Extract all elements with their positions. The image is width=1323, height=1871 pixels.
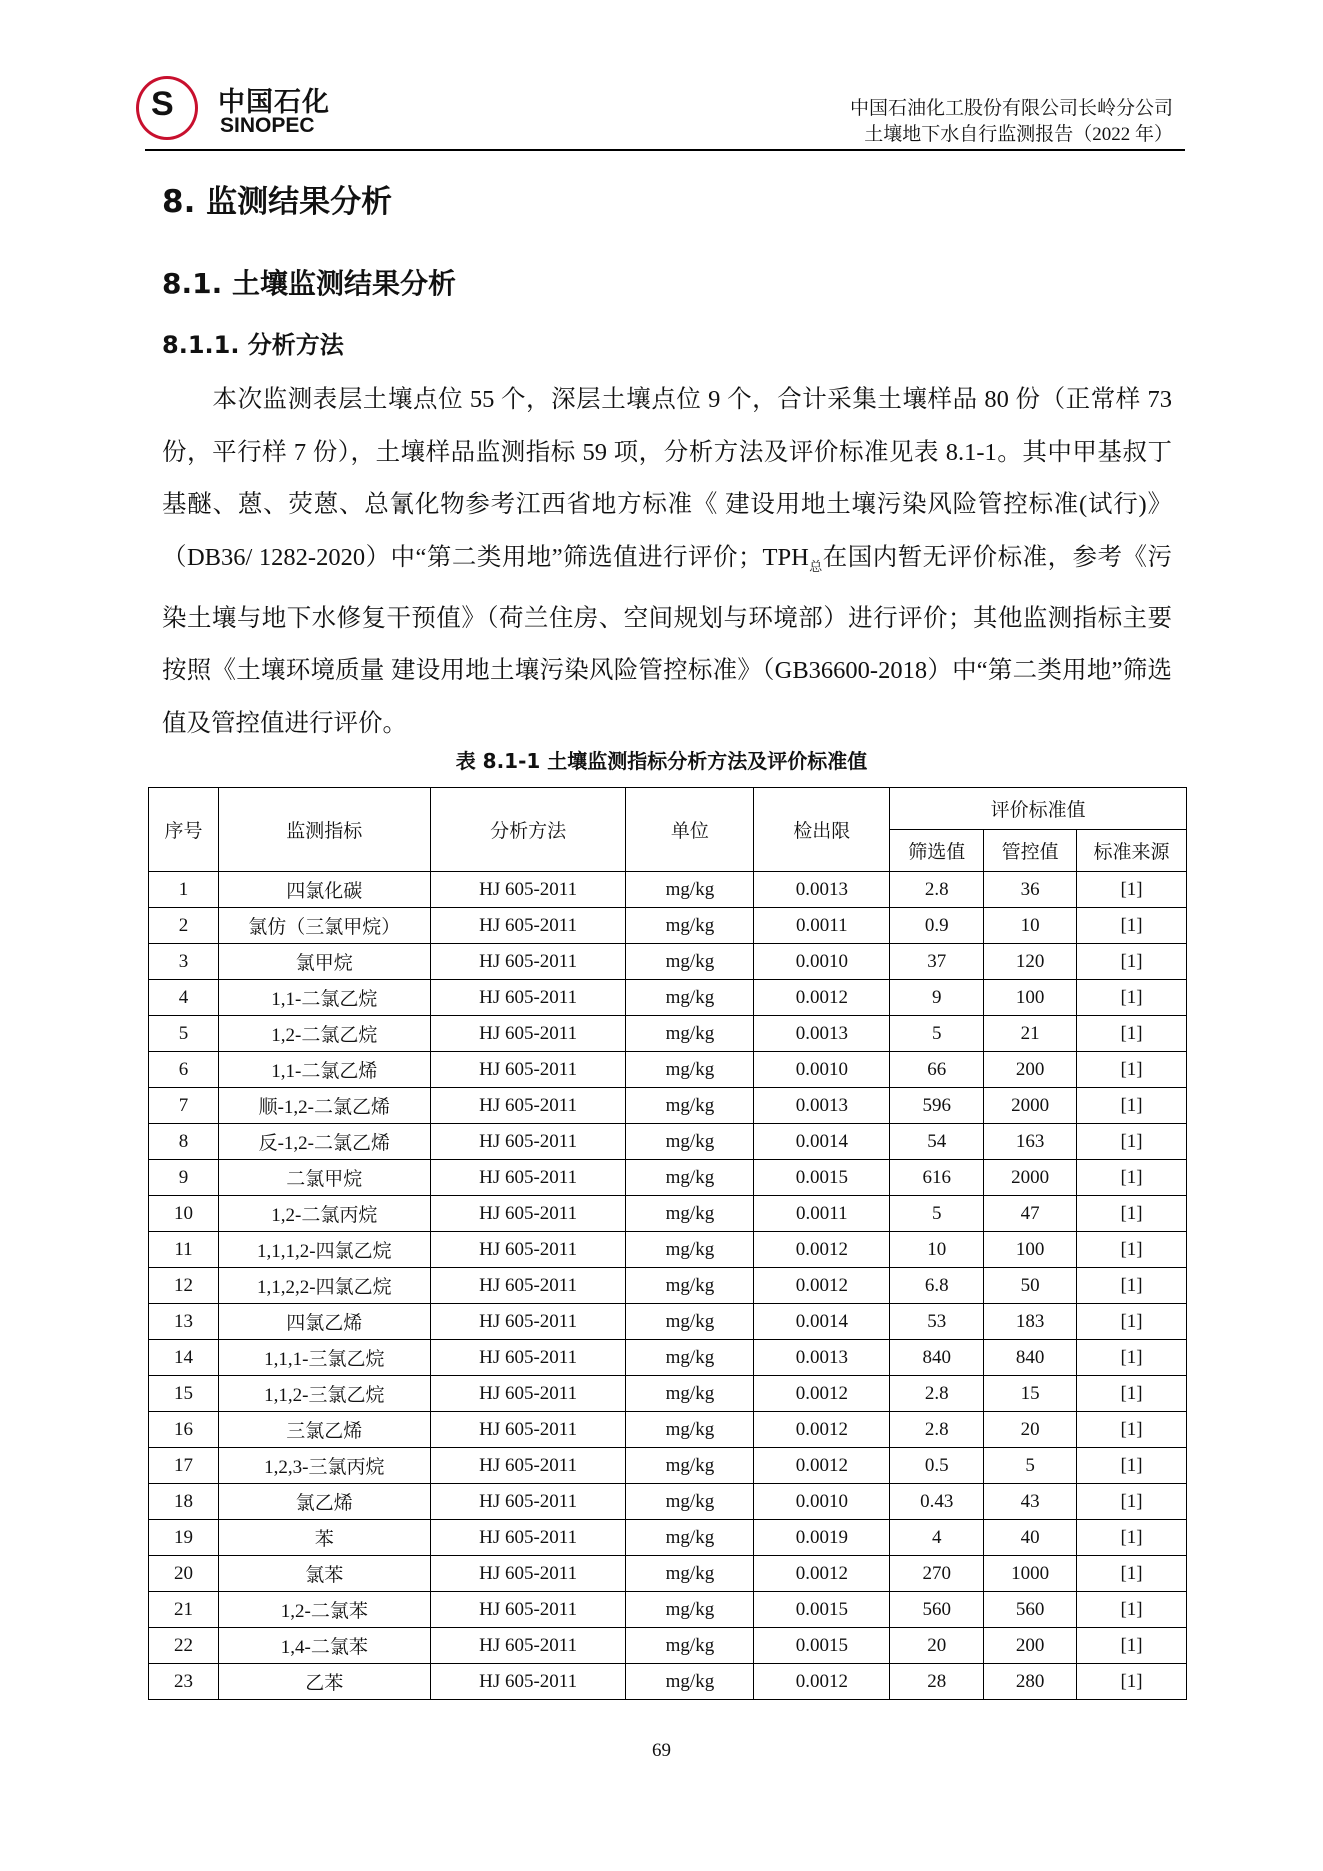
cell-source: [1] [1077,1448,1187,1484]
cell-unit: mg/kg [626,1628,754,1664]
table-row [149,1628,1187,1664]
cell-no: 6 [149,1052,219,1088]
cell-no: 16 [149,1412,219,1448]
cell-source: [1] [1077,1052,1187,1088]
cell-unit: mg/kg [626,1232,754,1268]
cell-screen: 596 [890,1088,984,1124]
cell-method: HJ 605-2011 [430,1520,626,1556]
cell-unit: mg/kg [626,1556,754,1592]
cell-unit: mg/kg [626,1520,754,1556]
cell-unit: mg/kg [626,1196,754,1232]
cell-screen: 616 [890,1160,984,1196]
cell-indicator: 四氯化碳 [218,872,430,908]
cell-control: 280 [984,1664,1077,1700]
cell-indicator: 1,1,1,2-四氯乙烷 [218,1232,430,1268]
cell-control: 560 [984,1592,1077,1628]
header-standard-group: 评价标准值 [890,788,1187,830]
table-row [149,980,1187,1016]
cell-indicator: 氯乙烯 [218,1484,430,1520]
cell-indicator: 氯甲烷 [218,944,430,980]
cell-screen: 53 [890,1304,984,1340]
cell-limit: 0.0019 [754,1520,890,1556]
cell-method: HJ 605-2011 [430,1268,626,1304]
cell-screen: 4 [890,1520,984,1556]
paragraph-subscript: 总 [808,558,823,574]
cell-no: 1 [149,872,219,908]
cell-limit: 0.0013 [754,1088,890,1124]
header-limit: 检出限 [754,788,890,872]
table-row [149,872,1187,908]
table-row [149,1124,1187,1160]
cell-control: 21 [984,1016,1077,1052]
cell-indicator: 氯仿（三氯甲烷） [218,908,430,944]
cell-source: [1] [1077,1556,1187,1592]
cell-unit: mg/kg [626,1268,754,1304]
cell-source: [1] [1077,1196,1187,1232]
cell-screen: 37 [890,944,984,980]
cell-source: [1] [1077,1160,1187,1196]
cell-control: 183 [984,1304,1077,1340]
cell-method: HJ 605-2011 [430,1304,626,1340]
cell-indicator: 三氯乙烯 [218,1412,430,1448]
cell-unit: mg/kg [626,1052,754,1088]
cell-control: 200 [984,1628,1077,1664]
cell-unit: mg/kg [626,1484,754,1520]
table-row [149,944,1187,980]
cell-method: HJ 605-2011 [430,944,626,980]
cell-source: [1] [1077,1484,1187,1520]
cell-screen: 270 [890,1556,984,1592]
cell-indicator: 苯 [218,1520,430,1556]
cell-indicator: 1,1,2,2-四氯乙烷 [218,1268,430,1304]
cell-source: [1] [1077,1376,1187,1412]
cell-unit: mg/kg [626,1412,754,1448]
cell-method: HJ 605-2011 [430,1124,626,1160]
cell-screen: 0.43 [890,1484,984,1520]
cell-source: [1] [1077,872,1187,908]
sinopec-emblem-icon: S [136,76,198,140]
cell-limit: 0.0012 [754,1268,890,1304]
cell-no: 19 [149,1520,219,1556]
cell-source: [1] [1077,1232,1187,1268]
cell-limit: 0.0012 [754,1376,890,1412]
cell-no: 22 [149,1628,219,1664]
table-row [149,1232,1187,1268]
cell-limit: 0.0014 [754,1304,890,1340]
cell-control: 200 [984,1052,1077,1088]
cell-unit: mg/kg [626,1664,754,1700]
cell-screen: 28 [890,1664,984,1700]
logo-chinese-name: 中国石化 [218,87,330,118]
cell-no: 7 [149,1088,219,1124]
cell-source: [1] [1077,1124,1187,1160]
cell-limit: 0.0015 [754,1592,890,1628]
cell-method: HJ 605-2011 [430,908,626,944]
cell-no: 8 [149,1124,219,1160]
cell-limit: 0.0012 [754,1448,890,1484]
cell-no: 5 [149,1016,219,1052]
cell-screen: 10 [890,1232,984,1268]
table-caption: 表 8.1-1 土壤监测指标分析方法及评价标准值 [455,749,868,773]
cell-screen: 5 [890,1196,984,1232]
cell-no: 21 [149,1592,219,1628]
cell-source: [1] [1077,1340,1187,1376]
cell-indicator: 氯苯 [218,1556,430,1592]
cell-source: [1] [1077,1304,1187,1340]
section-heading: 8. 监测结果分析 [162,184,393,220]
cell-source: [1] [1077,1628,1187,1664]
cell-limit: 0.0010 [754,944,890,980]
subsubsection-heading: 8.1.1. 分析方法 [162,331,344,359]
cell-source: [1] [1077,1592,1187,1628]
cell-unit: mg/kg [626,1304,754,1340]
cell-control: 840 [984,1340,1077,1376]
cell-limit: 0.0010 [754,1052,890,1088]
table-row [149,908,1187,944]
cell-control: 120 [984,944,1077,980]
header-no: 序号 [149,788,219,872]
cell-no: 9 [149,1160,219,1196]
cell-unit: mg/kg [626,1124,754,1160]
cell-indicator: 二氯甲烷 [218,1160,430,1196]
cell-limit: 0.0012 [754,1664,890,1700]
cell-screen: 840 [890,1340,984,1376]
cell-control: 5 [984,1448,1077,1484]
cell-method: HJ 605-2011 [430,1556,626,1592]
cell-limit: 0.0012 [754,1232,890,1268]
cell-screen: 9 [890,980,984,1016]
standards-table [148,787,1187,1700]
cell-screen: 5 [890,1016,984,1052]
cell-indicator: 1,1-二氯乙烷 [218,980,430,1016]
cell-no: 4 [149,980,219,1016]
paragraph-text-2: 在国内暂无评价标准，参考《污染土壤与地下水修复干预值》（荷兰住房、空间规划与环境部）进行评价；其他监测指标主要按照《土壤环境质量 建设用地土壤污染风险管控标准》（GB36600-2018）中“第二类用地”筛选值及管控值进行评价。 [162,543,1172,737]
cell-method: HJ 605-2011 [430,1160,626,1196]
cell-screen: 2.8 [890,872,984,908]
cell-unit: mg/kg [626,908,754,944]
body-paragraph [162,374,1172,750]
cell-control: 2000 [984,1160,1077,1196]
cell-no: 2 [149,908,219,944]
cell-no: 15 [149,1376,219,1412]
cell-method: HJ 605-2011 [430,1088,626,1124]
cell-limit: 0.0011 [754,908,890,944]
cell-method: HJ 605-2011 [430,1340,626,1376]
cell-unit: mg/kg [626,1088,754,1124]
cell-indicator: 四氯乙烯 [218,1304,430,1340]
header-source: 标准来源 [1077,830,1187,872]
cell-source: [1] [1077,1268,1187,1304]
cell-unit: mg/kg [626,944,754,980]
table-row [149,1052,1187,1088]
cell-no: 17 [149,1448,219,1484]
cell-limit: 0.0015 [754,1160,890,1196]
cell-limit: 0.0015 [754,1628,890,1664]
cell-control: 15 [984,1376,1077,1412]
cell-source: [1] [1077,980,1187,1016]
page-number: 69 [652,1740,671,1761]
cell-control: 163 [984,1124,1077,1160]
cell-unit: mg/kg [626,1016,754,1052]
cell-source: [1] [1077,1016,1187,1052]
table-row [149,1196,1187,1232]
cell-no: 3 [149,944,219,980]
cell-limit: 0.0013 [754,1340,890,1376]
header-control: 管控值 [984,830,1077,872]
cell-method: HJ 605-2011 [430,1376,626,1412]
header-company: 中国石油化工股份有限公司长岭分公司 [849,98,1173,119]
cell-indicator: 1,2-二氯乙烷 [218,1016,430,1052]
cell-limit: 0.0013 [754,1016,890,1052]
cell-no: 12 [149,1268,219,1304]
cell-no: 20 [149,1556,219,1592]
cell-screen: 6.8 [890,1268,984,1304]
table-row [149,1448,1187,1484]
table-row [149,1088,1187,1124]
cell-control: 100 [984,980,1077,1016]
cell-indicator: 1,2-二氯丙烷 [218,1196,430,1232]
cell-method: HJ 605-2011 [430,1628,626,1664]
cell-control: 2000 [984,1088,1077,1124]
cell-limit: 0.0013 [754,872,890,908]
cell-screen: 54 [890,1124,984,1160]
cell-control: 100 [984,1232,1077,1268]
cell-unit: mg/kg [626,1448,754,1484]
table-row [149,1412,1187,1448]
cell-method: HJ 605-2011 [430,980,626,1016]
cell-unit: mg/kg [626,1340,754,1376]
cell-source: [1] [1077,1412,1187,1448]
cell-indicator: 1,4-二氯苯 [218,1628,430,1664]
header-divider [145,149,1185,151]
cell-limit: 0.0014 [754,1124,890,1160]
table-row [149,1160,1187,1196]
cell-indicator: 1,1,1-三氯乙烷 [218,1340,430,1376]
table-row [149,1592,1187,1628]
cell-indicator: 顺-1,2-二氯乙烯 [218,1088,430,1124]
cell-no: 10 [149,1196,219,1232]
table-row [149,1484,1187,1520]
cell-method: HJ 605-2011 [430,1016,626,1052]
cell-no: 11 [149,1232,219,1268]
cell-indicator: 1,2-二氯苯 [218,1592,430,1628]
cell-screen: 2.8 [890,1376,984,1412]
table-row [149,1520,1187,1556]
cell-unit: mg/kg [626,1376,754,1412]
sinopec-logo [136,76,336,146]
header-screen: 筛选值 [890,830,984,872]
table-row [149,1016,1187,1052]
cell-source: [1] [1077,1088,1187,1124]
cell-indicator: 乙苯 [218,1664,430,1700]
cell-no: 14 [149,1340,219,1376]
cell-unit: mg/kg [626,980,754,1016]
cell-source: [1] [1077,1520,1187,1556]
cell-method: HJ 605-2011 [430,1592,626,1628]
header-unit: 单位 [626,788,754,872]
cell-control: 20 [984,1412,1077,1448]
cell-no: 13 [149,1304,219,1340]
cell-no: 23 [149,1664,219,1700]
cell-source: [1] [1077,944,1187,980]
cell-source: [1] [1077,1664,1187,1700]
cell-method: HJ 605-2011 [430,1412,626,1448]
cell-method: HJ 605-2011 [430,872,626,908]
table-row [149,1268,1187,1304]
cell-screen: 0.9 [890,908,984,944]
cell-indicator: 反-1,2-二氯乙烯 [218,1124,430,1160]
cell-limit: 0.0012 [754,1412,890,1448]
cell-unit: mg/kg [626,1160,754,1196]
cell-unit: mg/kg [626,872,754,908]
cell-control: 40 [984,1520,1077,1556]
cell-screen: 560 [890,1592,984,1628]
cell-screen: 2.8 [890,1412,984,1448]
table-row [149,1304,1187,1340]
table-row [149,1556,1187,1592]
table-row [149,1376,1187,1412]
cell-method: HJ 605-2011 [430,1196,626,1232]
cell-limit: 0.0012 [754,980,890,1016]
cell-no: 18 [149,1484,219,1520]
cell-method: HJ 605-2011 [430,1232,626,1268]
cell-indicator: 1,1,2-三氯乙烷 [218,1376,430,1412]
cell-method: HJ 605-2011 [430,1484,626,1520]
running-header [850,96,1173,148]
cell-control: 50 [984,1268,1077,1304]
cell-control: 10 [984,908,1077,944]
cell-screen: 0.5 [890,1448,984,1484]
subsection-heading: 8.1. 土壤监测结果分析 [162,267,456,300]
header-method: 分析方法 [430,788,626,872]
cell-source: [1] [1077,908,1187,944]
cell-screen: 66 [890,1052,984,1088]
cell-control: 43 [984,1484,1077,1520]
cell-control: 1000 [984,1556,1077,1592]
header-report-title: 土壤地下水自行监测报告（2022 年） [864,124,1173,145]
cell-method: HJ 605-2011 [430,1664,626,1700]
table-row [149,1340,1187,1376]
cell-indicator: 1,2,3-三氯丙烷 [218,1448,430,1484]
paragraph-text-1: 本次监测表层土壤点位 55 个，深层土壤点位 9 个，合计采集土壤样品 80 份（正常样 73 份，平行样 7 份），土壤样品监测指标 59 项，分析方法及评价标准见表 8.1-1。其中甲基叔丁基醚、蒽、荧蒽、总氰化物参考江西省地方标准《 建设用地土壤污染风险管控标准(试行)》（DB36/ 1282-2020）中“第二类用地”筛选值进行评价；TPH [162,386,1172,571]
cell-indicator: 1,1-二氯乙烯 [218,1052,430,1088]
cell-limit: 0.0011 [754,1196,890,1232]
cell-control: 36 [984,872,1077,908]
cell-unit: mg/kg [626,1592,754,1628]
cell-limit: 0.0012 [754,1556,890,1592]
header-indicator: 监测指标 [218,788,430,872]
cell-method: HJ 605-2011 [430,1052,626,1088]
cell-method: HJ 605-2011 [430,1448,626,1484]
cell-limit: 0.0010 [754,1484,890,1520]
logo-english-name: SINOPEC [220,114,315,137]
cell-control: 47 [984,1196,1077,1232]
table-row [149,1664,1187,1700]
cell-screen: 20 [890,1628,984,1664]
